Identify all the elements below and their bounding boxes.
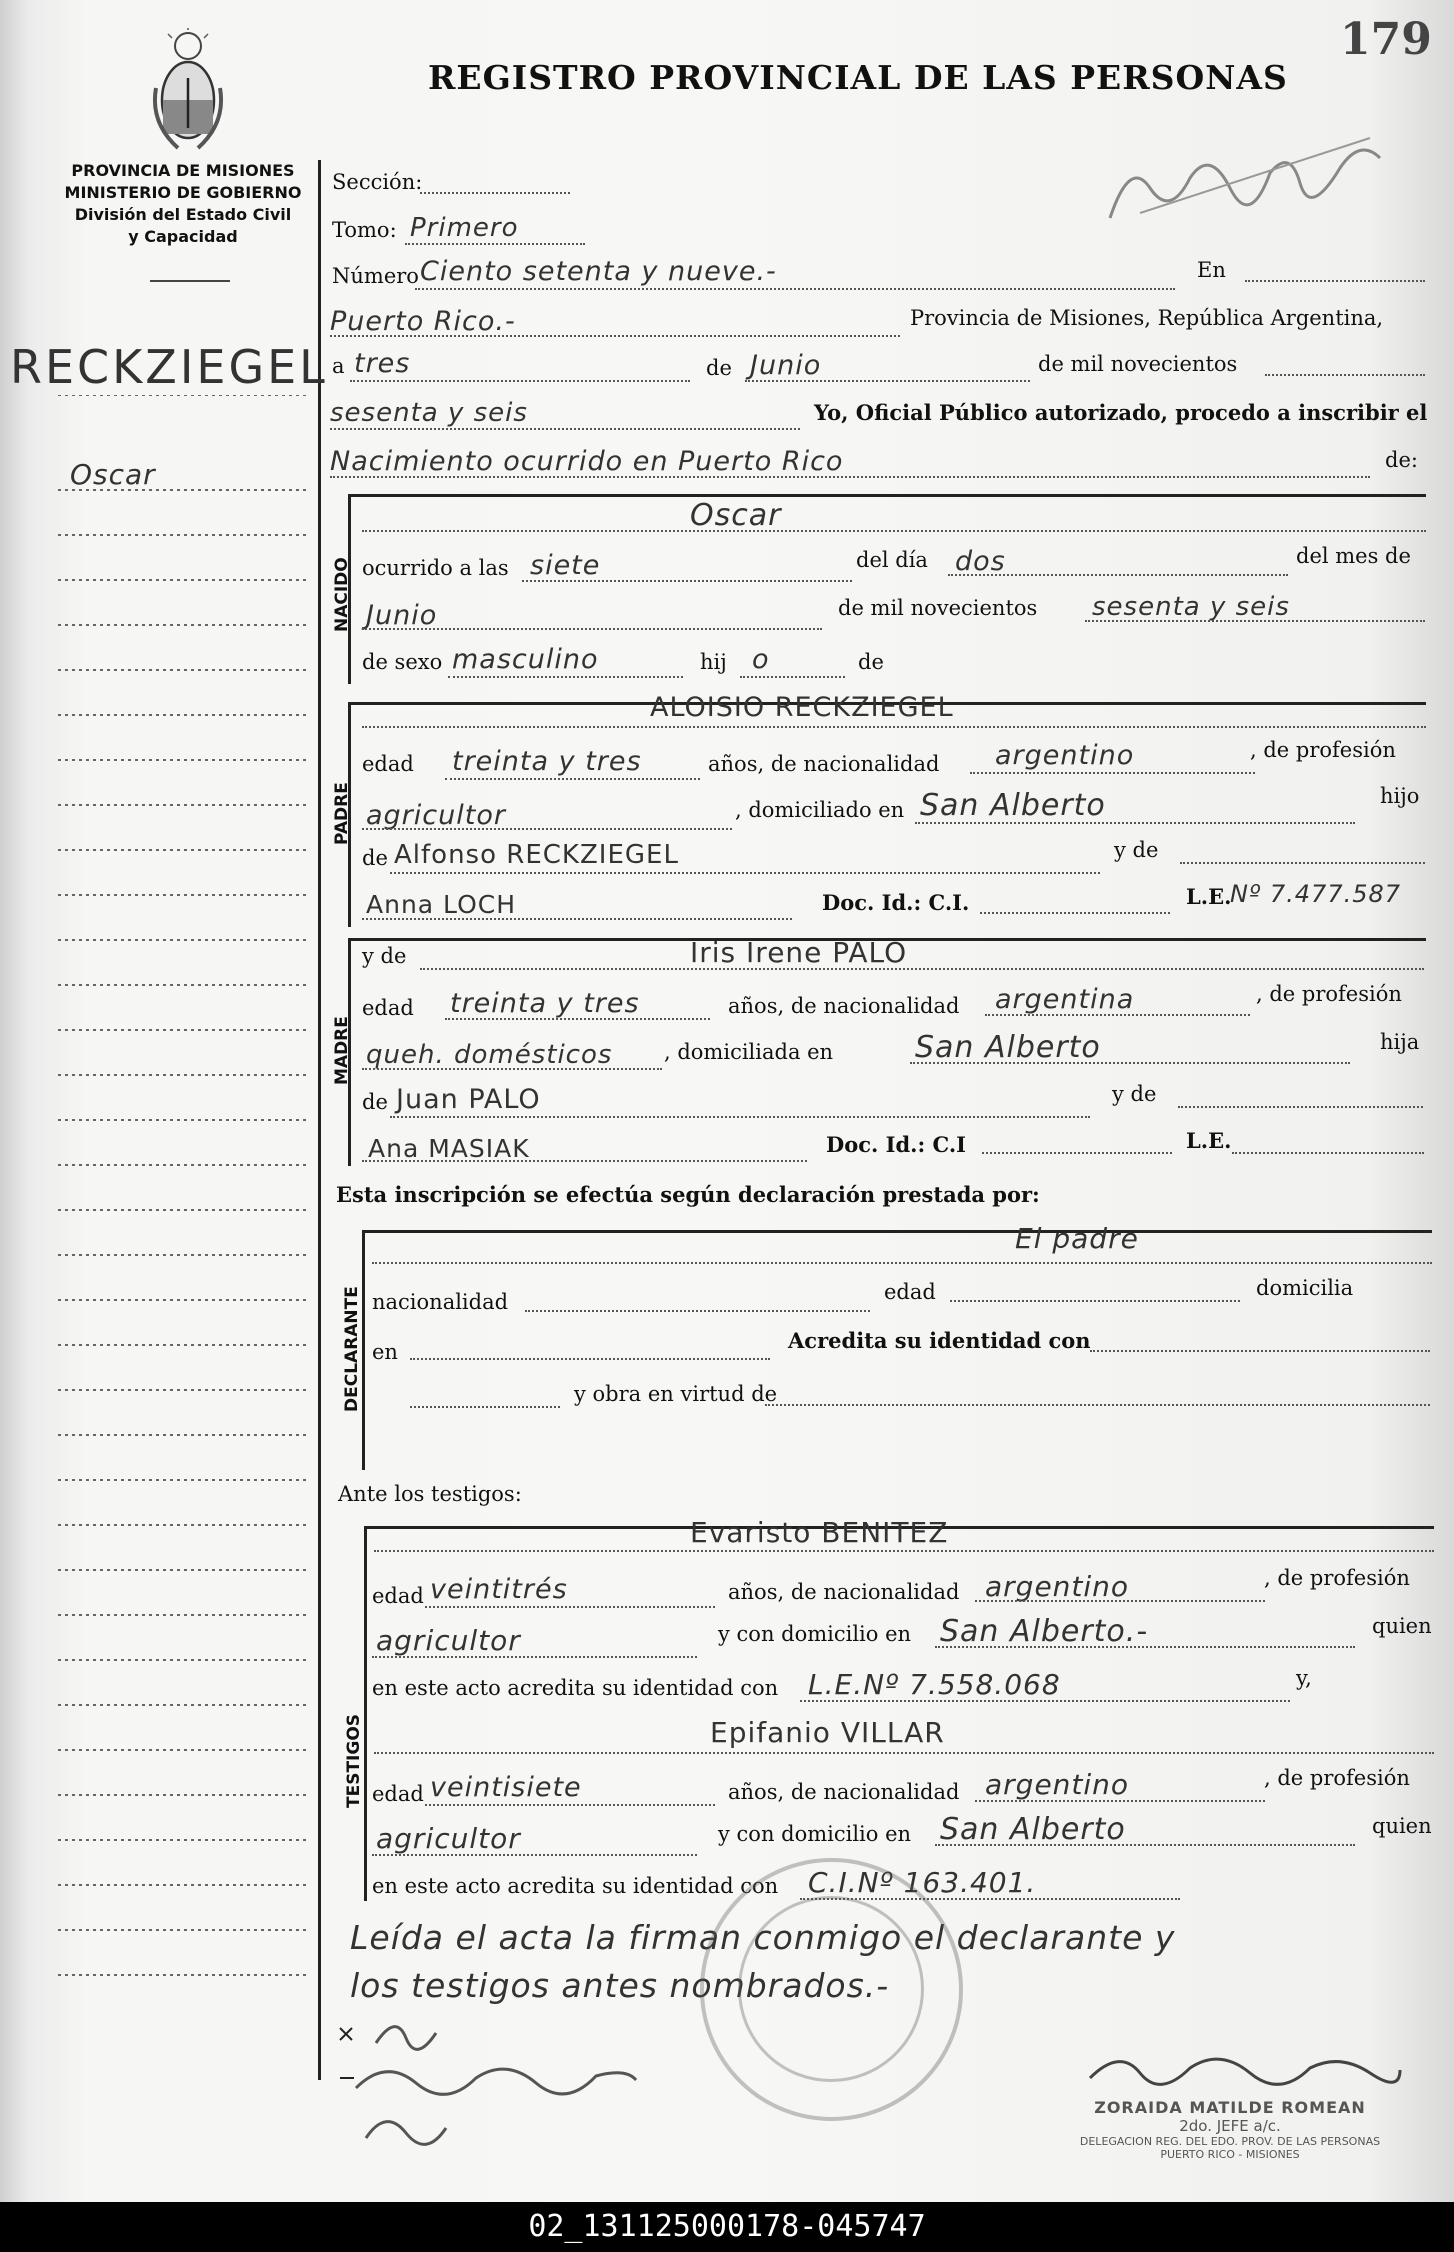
birth-day-field xyxy=(948,574,1288,576)
witness2-dom-value: San Alberto xyxy=(940,1812,1126,1847)
madre-edad-field xyxy=(445,1018,710,1020)
del-mes-label: del mes de xyxy=(1296,544,1411,568)
document-barcode-id: 02_131125000178-045747 xyxy=(0,2202,1454,2252)
witness2-name: Epifanio VILLAR xyxy=(710,1716,945,1749)
padre-le-value: Nº 7.477.587 xyxy=(1230,880,1402,908)
padre-prof-value: agricultor xyxy=(366,800,506,831)
sexo-field xyxy=(448,676,683,678)
madre-nac-label: años, de nacionalidad xyxy=(728,994,960,1018)
padre-dom-field xyxy=(915,822,1355,824)
madre-name-field xyxy=(420,968,1424,970)
signatures-left-icon xyxy=(336,2008,696,2188)
madre-doc-label: Doc. Id.: C.I xyxy=(826,1132,966,1157)
declarante-edad-label: edad xyxy=(884,1280,936,1304)
padre-edad-value: treinta y tres xyxy=(452,746,642,777)
witness1-dom-label: y con domicilio en xyxy=(718,1622,912,1646)
year-field xyxy=(330,428,800,430)
padre-name-field xyxy=(362,726,1426,728)
witness1-dom-value: San Alberto.- xyxy=(940,1614,1149,1649)
madre-dom-label: , domiciliada en xyxy=(664,1040,834,1064)
madre-mother-field xyxy=(362,1160,807,1162)
day-value: tres xyxy=(354,348,411,379)
testigos-bracket xyxy=(364,1526,367,1901)
testigos-label: TESTIGOS xyxy=(344,1713,364,1808)
madre-le-field xyxy=(1232,1152,1424,1154)
birth-year-value: sesenta y seis xyxy=(1092,592,1290,622)
padre-y-de-label: y de xyxy=(1114,838,1159,862)
padre-nac-field xyxy=(970,772,1255,774)
madre-hija-label: hija xyxy=(1380,1030,1420,1054)
mil-label: de mil novecientos xyxy=(838,596,1038,620)
act-field xyxy=(330,476,1370,478)
witness1-acredita-label: en este acto acredita su identidad con xyxy=(372,1676,779,1700)
madre-y-de2-label: y de xyxy=(1112,1082,1157,1106)
padre-edad-label: edad xyxy=(362,752,414,776)
numero-field xyxy=(415,288,1175,290)
witness1-prof-value: agricultor xyxy=(376,1624,521,1657)
document-title: REGISTRO PROVINCIAL DE LAS PERSONAS xyxy=(428,58,1288,97)
declarante-obra-field xyxy=(765,1404,1430,1406)
declarante-nac-label: nacionalidad xyxy=(372,1290,509,1314)
issuing-authority xyxy=(48,160,318,248)
declarante-name: El padre xyxy=(1015,1222,1139,1255)
org-line-4: y Capacidad xyxy=(128,227,238,246)
witness1-doc-value: L.E.Nº 7.558.068 xyxy=(808,1668,1061,1701)
witness2-nac-field xyxy=(975,1800,1265,1802)
madre-father-value: Juan PALO xyxy=(396,1084,541,1115)
madre-y-de-label: y de xyxy=(362,944,407,968)
official-block xyxy=(1040,2098,1420,2161)
witness2-dom-field xyxy=(935,1844,1355,1846)
padre-doc-label: Doc. Id.: C.I. xyxy=(822,890,970,915)
padre-father-value: Alfonso RECKZIEGEL xyxy=(394,840,679,870)
nacido-top-rule xyxy=(348,494,1426,497)
numero-value: Ciento setenta y nueve.- xyxy=(420,256,777,287)
page-number: 179 xyxy=(1340,14,1432,65)
witness1-edad-field xyxy=(425,1606,715,1608)
witness2-dom-label: y con domicilio en xyxy=(718,1822,912,1846)
declarante-obra-label: y obra en virtud de xyxy=(574,1382,778,1406)
padre-dom-label: , domiciliado en xyxy=(735,798,905,822)
witness1-doc-field xyxy=(800,1700,1290,1702)
madre-mother-value: Ana MASIAK xyxy=(368,1134,530,1163)
madre-de-label: de xyxy=(362,1090,388,1114)
nacido-de-label: de xyxy=(858,650,884,674)
testigos-intro: Ante los testigos: xyxy=(338,1482,522,1506)
witness1-dom-field xyxy=(935,1646,1355,1648)
org-line-3: División del Estado Civil xyxy=(74,205,292,224)
madre-edad-label: edad xyxy=(362,996,414,1020)
official-name: ZORAIDA MATILDE ROMEAN xyxy=(1094,2098,1366,2117)
margin-rule xyxy=(318,160,321,2080)
sexo-label: de sexo xyxy=(362,650,443,674)
madre-name: Iris Irene PALO xyxy=(690,936,908,969)
declarante-acredita-label: Acredita su identidad con xyxy=(788,1328,1091,1353)
witness1-edad-value: veintitrés xyxy=(430,1574,568,1605)
de-colon: de: xyxy=(1385,448,1418,472)
margin-given-name: Oscar xyxy=(70,458,156,491)
a-label: a xyxy=(332,354,345,378)
witness2-quien-label: quien xyxy=(1372,1814,1432,1838)
witness2-doc-value: C.I.Nº 163.401. xyxy=(808,1866,1037,1899)
numero-label: Número xyxy=(332,264,419,288)
en-field xyxy=(1245,280,1425,282)
padre-mother-field xyxy=(362,918,792,920)
del-dia-label: del día xyxy=(856,548,928,572)
de-label: de xyxy=(706,356,732,380)
month-value: Junio xyxy=(750,350,822,381)
witness1-quien-label: quien xyxy=(1372,1614,1432,1638)
padre-mother-value: Anna LOCH xyxy=(366,890,517,919)
padre-prof-label: , de profesión xyxy=(1250,738,1396,762)
year-value: sesenta y seis xyxy=(330,398,528,428)
declarante-edad-field xyxy=(950,1300,1240,1302)
oficial-text: Yo, Oficial Público autorizado, procedo a inscribir el xyxy=(814,400,1428,425)
witness2-prof-field xyxy=(372,1854,697,1856)
hour-value: siete xyxy=(530,550,601,581)
madre-label: MADRE xyxy=(332,1016,352,1085)
coat-of-arms-icon xyxy=(148,28,228,154)
madre-nac-value: argentina xyxy=(995,984,1135,1015)
declarante-obra-pre-field xyxy=(410,1406,560,1408)
place-field xyxy=(330,335,900,337)
official-office: DELEGACION REG. DEL EDO. PROV. DE LAS PERSONAS xyxy=(1079,2135,1381,2148)
seccion-field xyxy=(420,192,570,194)
witness2-prof-label: , de profesión xyxy=(1264,1766,1410,1790)
declarante-en-field xyxy=(410,1358,770,1360)
official-seal-icon xyxy=(700,1858,963,2121)
witness1-prof-field xyxy=(372,1656,697,1658)
witness2-edad-label: edad xyxy=(372,1782,424,1806)
hour-field xyxy=(522,580,852,582)
madre-y-de2-field xyxy=(1178,1106,1423,1108)
witness2-edad-value: veintisiete xyxy=(430,1772,582,1803)
padre-name: ALOISIO RECKZIEGEL xyxy=(650,692,954,723)
act-value: Nacimiento ocurrido en Puerto Rico xyxy=(330,446,844,477)
birth-month-field xyxy=(362,628,822,630)
witness2-name-field xyxy=(374,1752,1434,1754)
tomo-label: Tomo: xyxy=(332,218,397,242)
declarante-intro: Esta inscripción se efectúa según declaración prestada por: xyxy=(336,1182,1040,1207)
declarante-nac-field xyxy=(525,1310,870,1312)
witness2-nac-label: años, de nacionalidad xyxy=(728,1780,960,1804)
declarante-dom-label: domicilia xyxy=(1256,1276,1354,1300)
padre-dom-value: San Alberto xyxy=(920,788,1106,823)
madre-edad-value: treinta y tres xyxy=(450,988,640,1019)
hij-field xyxy=(740,676,845,678)
madre-dom-field xyxy=(910,1062,1350,1064)
header-divider xyxy=(150,280,230,282)
seccion-label: Sección: xyxy=(332,170,423,194)
padre-doc-field xyxy=(980,912,1170,914)
official-title: 2do. JEFE a/c. xyxy=(1179,2117,1281,2135)
padre-edad-field xyxy=(445,778,700,780)
padre-le-label: L.E. xyxy=(1186,884,1232,909)
mil-novecientos: de mil novecientos xyxy=(1038,352,1238,376)
witness1-edad-label: edad xyxy=(372,1584,424,1608)
declarante-label: DECLARANTE xyxy=(342,1286,362,1412)
madre-dom-value: San Alberto xyxy=(915,1030,1101,1065)
closing-line-1: Leída el acta la firman conmigo el declarante y xyxy=(350,1918,1176,1957)
padre-nac-label: años, de nacionalidad xyxy=(708,752,940,776)
witness1-nac-value: argentino xyxy=(985,1570,1130,1603)
month-field xyxy=(745,380,1030,382)
registrar-signature-icon xyxy=(1100,118,1400,238)
madre-father-field xyxy=(390,1116,1090,1118)
witness1-name-field xyxy=(374,1550,1434,1552)
hij-label: hij xyxy=(700,650,727,674)
madre-prof-label: , de profesión xyxy=(1256,982,1402,1006)
seal-inner-ring xyxy=(738,1896,924,2082)
tomo-value: Primero xyxy=(410,213,519,243)
witness1-prof-label: , de profesión xyxy=(1264,1566,1410,1590)
declarante-top-rule xyxy=(362,1230,1432,1233)
place-value: Puerto Rico.- xyxy=(330,306,516,337)
official-city: PUERTO RICO - MISIONES xyxy=(1160,2148,1300,2161)
ocurrido-label: ocurrido a las xyxy=(362,556,509,580)
witness1-nac-field xyxy=(975,1600,1265,1602)
hij-value: o xyxy=(752,644,770,675)
declarante-bracket xyxy=(362,1230,365,1470)
madre-prof-value: queh. domésticos xyxy=(366,1040,613,1070)
nacido-name: Oscar xyxy=(690,498,782,533)
en-label: En xyxy=(1197,258,1226,282)
declarante-acredita-field xyxy=(1090,1350,1430,1352)
birth-month-value: Junio xyxy=(366,600,438,631)
province-text: Provincia de Misiones, República Argentina, xyxy=(910,306,1384,330)
witness2-edad-field xyxy=(425,1804,715,1806)
day-field xyxy=(350,380,690,382)
tomo-field xyxy=(405,243,585,245)
padre-prof-field xyxy=(362,828,732,830)
padre-y-de-field xyxy=(1180,862,1425,864)
nacido-name-field xyxy=(362,530,1426,532)
witness1-nac-label: años, de nacionalidad xyxy=(728,1580,960,1604)
org-line-2: MINISTERIO DE GOBIERNO xyxy=(64,183,302,202)
witness2-nac-value: argentino xyxy=(985,1768,1130,1801)
madre-doc-field xyxy=(982,1152,1172,1154)
madre-nac-field xyxy=(985,1014,1250,1016)
padre-nac-value: argentino xyxy=(995,740,1135,771)
witness2-acredita-label: en este acto acredita su identidad con xyxy=(372,1874,779,1898)
year-field-1 xyxy=(1265,374,1425,376)
padre-hijo-label: hijo xyxy=(1380,784,1420,808)
margin-lines xyxy=(58,395,308,2045)
declarante-name-field xyxy=(372,1262,1432,1264)
closing-line-2: los testigos antes nombrados.- xyxy=(350,1966,890,2005)
birth-year-field xyxy=(1085,620,1425,622)
sexo-value: masculino xyxy=(452,644,599,675)
witness1-y-label: y, xyxy=(1296,1666,1312,1690)
nacido-label: NACIDO xyxy=(332,557,352,632)
padre-de-label: de xyxy=(362,846,388,870)
witness1-name: Evaristo BENITEZ xyxy=(690,1516,949,1549)
birth-day-value: dos xyxy=(955,546,1006,577)
signature-official-icon xyxy=(1080,2038,1410,2098)
org-line-1: PROVINCIA DE MISIONES xyxy=(71,161,295,180)
madre-prof-field xyxy=(362,1068,662,1070)
witness2-prof-value: agricultor xyxy=(376,1822,521,1855)
padre-father-field xyxy=(390,872,1100,874)
padre-label: PADRE xyxy=(332,782,352,845)
declarante-en-label: en xyxy=(372,1340,398,1364)
madre-le-label: L.E. xyxy=(1186,1128,1232,1153)
margin-surname: RECKZIEGEL xyxy=(10,340,328,394)
